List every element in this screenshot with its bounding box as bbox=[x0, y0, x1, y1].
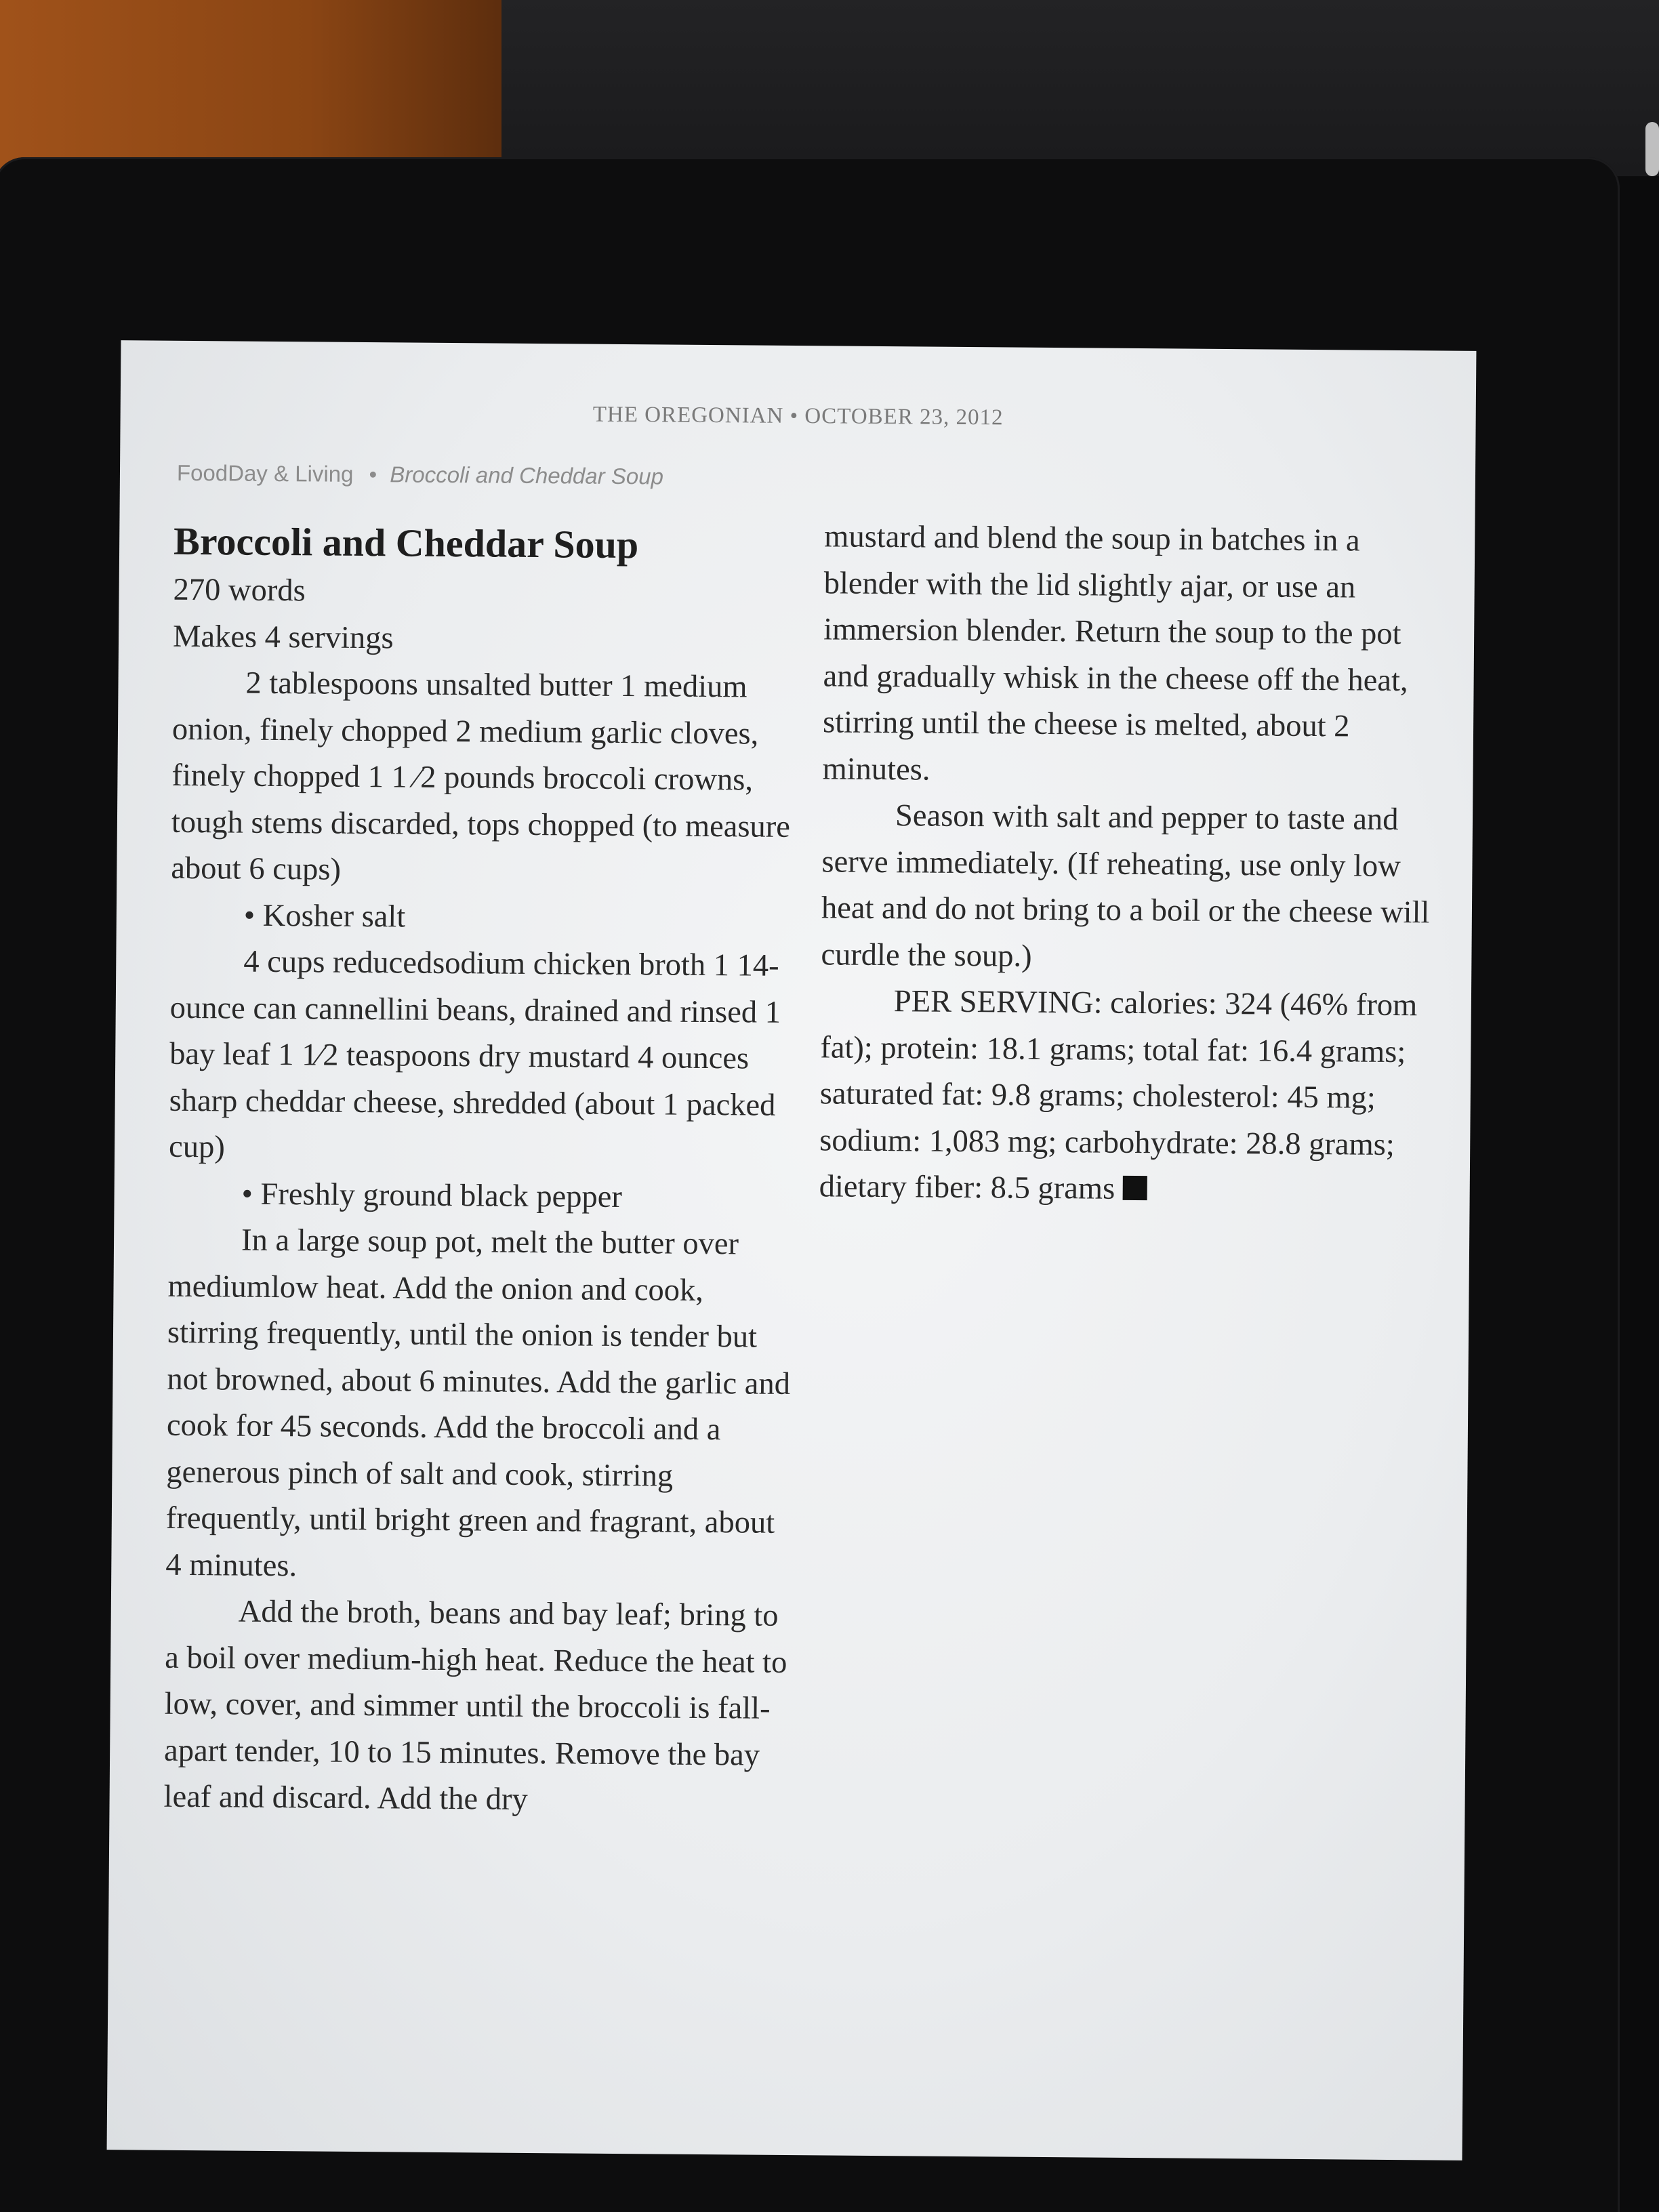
article-column-right bbox=[819, 514, 1434, 1215]
breadcrumb-article: Broccoli and Cheddar Soup bbox=[390, 462, 664, 489]
instructions-paragraph: Add the broth, beans and bay leaf; bring to a boil over medium-high heat. Reduce the heat to low, cover, and simmer until the broccoli is fall-apart tender, 10 to 15 minutes. Remove the bay leaf and discard. Add the dry bbox=[163, 1594, 787, 1817]
ingredient-bullet: • Kosher salt bbox=[243, 898, 406, 935]
end-of-article-mark bbox=[1123, 1176, 1147, 1200]
ingredient-bullet: • Freshly ground black pepper bbox=[241, 1176, 623, 1214]
instructions-paragraph: In a large soup pot, melt the butter over mediumlow heat. Add the onion and cook, stirring frequently, until the onion is tender but not browned, about 6 minutes. Add the garlic and cook for 45 seconds. Add the broccoli and a generous pinch of salt and cook, stirring frequently, until bright green and fragrant, about 4 minutes. bbox=[165, 1223, 791, 1583]
instructions-paragraph: Season with salt and pepper to taste and serve immediately. (If reheating, use only low heat and do not bring to a boil or the cheese will curdle the soup.) bbox=[821, 798, 1430, 974]
servings: Makes 4 servings bbox=[172, 619, 394, 655]
publication-header bbox=[121, 398, 1476, 434]
breadcrumb-section[interactable]: FoodDay & Living bbox=[176, 459, 354, 487]
ingredients-paragraph: 2 tablespoons unsalted butter 1 medium onion, finely chopped 2 medium garlic cloves, finely chopped 1 1 ⁄2 pounds broccoli crowns, tough stems discarded, tops chopped (to measure about 6 cups) bbox=[171, 665, 791, 887]
article-column-left bbox=[163, 516, 797, 1826]
article-title: Broccoli and Cheddar Soup bbox=[173, 518, 639, 567]
light-glare bbox=[1645, 122, 1659, 176]
dark-background bbox=[501, 0, 1659, 176]
ingredients-paragraph: 4 cups reducedsodium chicken broth 1 14-ounce can cannellini beans, drained and rinsed 1 bay leaf 1 1⁄2 teaspoons dry mustard 4 ounces sharp cheddar cheese, shredded (about 1 packed cup) bbox=[168, 944, 781, 1165]
instructions-paragraph: mustard and blend the soup in batches in a blender with the lid slightly ajar, or use an immersion blender. Return the soup to the pot and gradually whisk in the cheese off the heat, stirring until the cheese is melted, about 2 minutes. bbox=[822, 519, 1408, 787]
publication-name: THE OREGONIAN bbox=[592, 402, 784, 428]
reader-screen[interactable] bbox=[107, 340, 1477, 2160]
header-separator: • bbox=[790, 403, 799, 429]
nutrition-text: PER SERVING: calories: 324 (46% from fat); protein: 18.1 grams; total fat: 16.4 grams; saturated fat: 9.8 grams; cholesterol: 45 mg; sodium: 1,083 mg; carbohydrate: 28.8 grams; dietary fiber: 8.5 grams bbox=[819, 984, 1418, 1206]
publication-date: OCTOBER 23, 2012 bbox=[804, 404, 1004, 430]
word-count: 270 words bbox=[173, 572, 306, 609]
wood-surface-background bbox=[0, 0, 515, 169]
breadcrumb bbox=[177, 460, 663, 490]
breadcrumb-separator: • bbox=[369, 462, 377, 487]
nutrition-paragraph bbox=[819, 978, 1431, 1215]
